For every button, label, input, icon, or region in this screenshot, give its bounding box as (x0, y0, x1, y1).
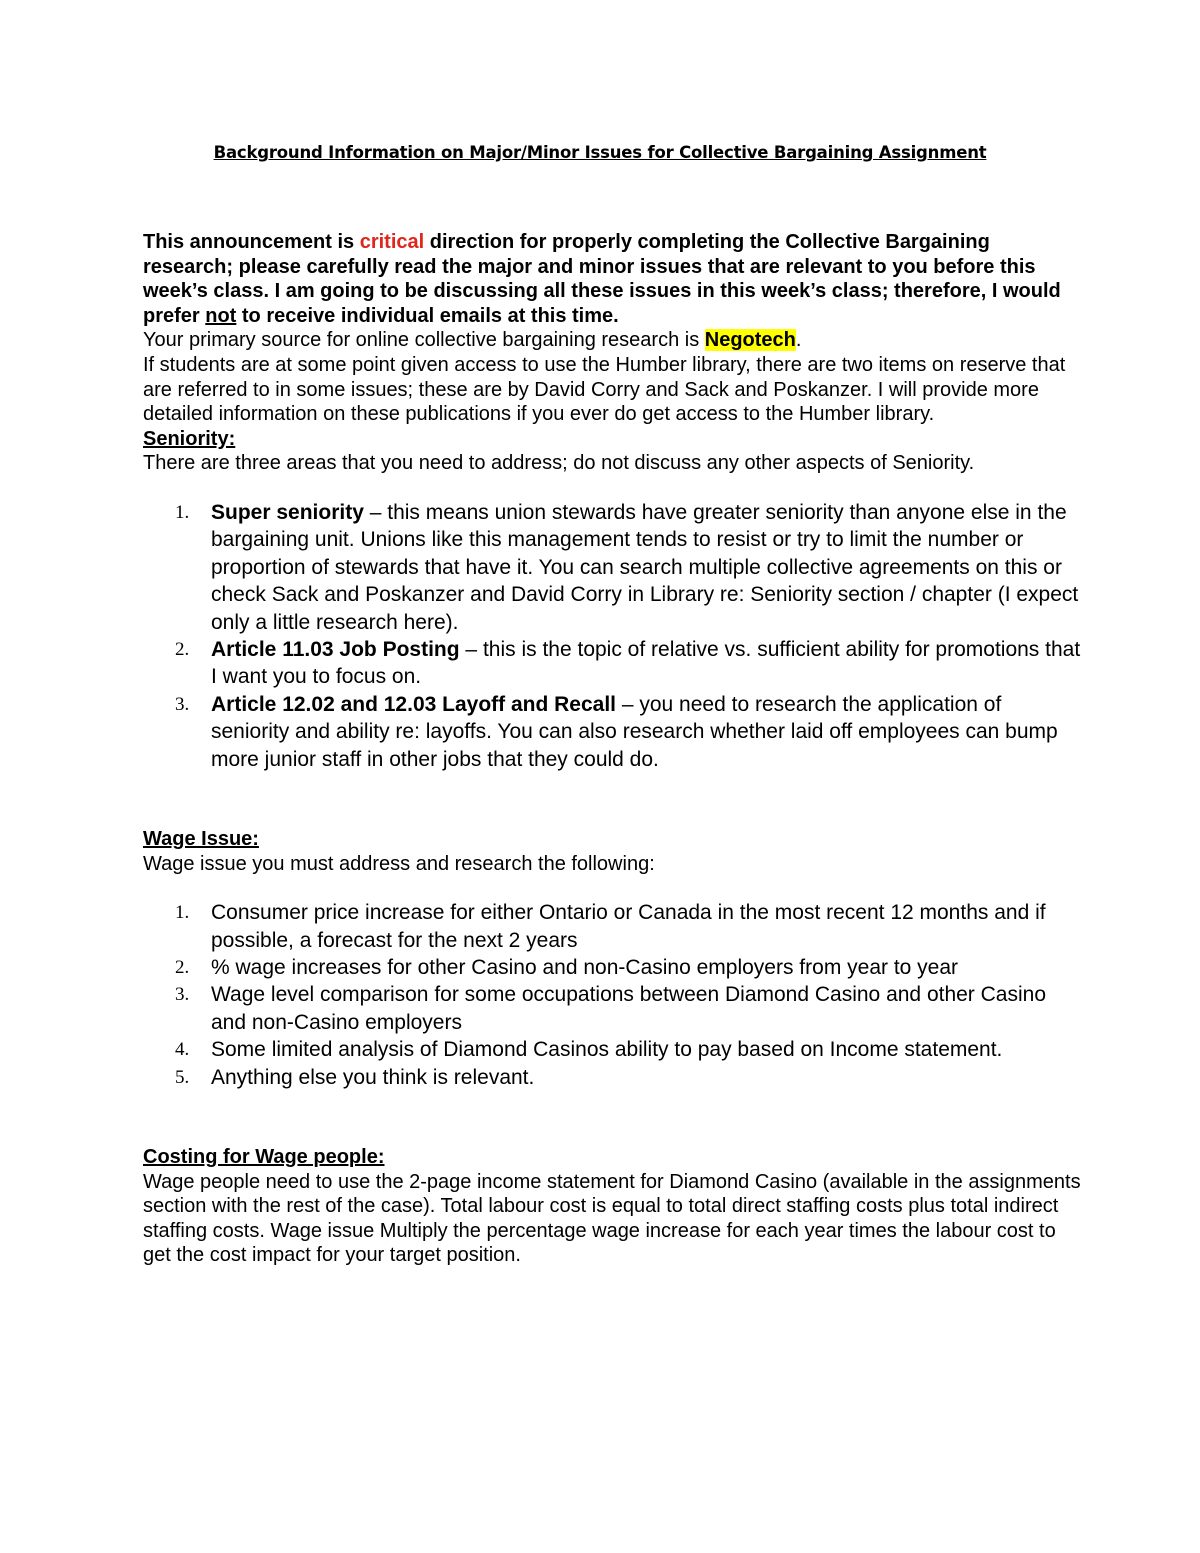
intro-part2: direction for properly completing the Collective Bargaining research; please carefully read the major and minor issues that are relevant to you before this week’s class. I am going to be discussing all these issues in this week’s class; therefore, I would prefer (143, 231, 1061, 327)
announcement-paragraph (143, 230, 1083, 328)
wage-list (143, 899, 1083, 1091)
list-number: 2. (175, 638, 190, 660)
item-text: – this means union stewards have greater seniority than anyone else in the bargaining unit. Unions like this management tends to resist or try to limit the number or proportion of stewards that have it. You can search multiple collective agreements on this or check Sack and Poskanzer and David Corry in Library re: Seniority section / chapter (I expect only a little research here). (211, 500, 1079, 634)
critical-word: critical (359, 231, 425, 253)
list-number: 3. (175, 693, 190, 715)
item-text: % wage increases for other Casino and non-Casino employers from year to year (211, 956, 959, 979)
intro-part3: to receive individual emails at this time. (236, 304, 619, 327)
list-number: 1. (175, 902, 190, 924)
document-body (143, 230, 1083, 1268)
seniority-list (143, 499, 1083, 773)
item-text: Wage level comparison for some occupations between Diamond Casino and other Casino and non-Casino employers (211, 983, 1047, 1034)
primary-source-end: . (795, 329, 802, 352)
item-bold: Article 12.02 and 12.03 Layoff and Recall (211, 692, 617, 716)
not-word: not (205, 304, 237, 327)
primary-source-text: Your primary source for online collective bargaining research is (143, 329, 705, 352)
list-number: 2. (175, 957, 190, 978)
list-number: 1. (175, 501, 190, 523)
negotech-highlight: Negotech (704, 329, 796, 352)
list-number: 5. (175, 1066, 190, 1088)
wage-intro: Wage issue you must address and research the following: (143, 852, 655, 875)
list-number: 4. (175, 1039, 190, 1061)
costing-heading: Costing for Wage people: (143, 1146, 385, 1169)
primary-source-paragraph (143, 328, 1083, 353)
list-item (143, 981, 1083, 1036)
list-item (143, 499, 1083, 636)
spacer (143, 773, 1083, 827)
list-item (143, 636, 1083, 691)
library-note: If students are at some point given access to use the Humber library, there are two items on reserve that are referred to in some issues; these are by David Corry and Sack and Poskanzer. I will provide more detailed information on these publications if you ever do get access to the Humber library. (143, 353, 1066, 426)
list-item (143, 954, 1083, 981)
list-item (143, 691, 1083, 773)
costing-text: Wage people need to use the 2-page income statement for Diamond Casino (available in the assignments section with the rest of the case). Total labour cost is equal to total direct staffing costs plus total indirect staffing costs. Wage issue Multiply the percentage wage increase for each year times the labour cost to get the cost impact for your target position. (143, 1170, 1081, 1267)
seniority-intro: There are three areas that you need to address; do not discuss any other aspects of Seniority. (143, 452, 975, 475)
item-bold: Article 11.03 Job Posting (211, 637, 460, 661)
seniority-heading: Seniority: (143, 427, 236, 450)
item-text: – you need to research the application of seniority and ability re: layoffs. You can also research whether laid off employees can bump more junior staff in other jobs that they could do. (211, 692, 1058, 771)
list-item (143, 1036, 1083, 1063)
item-text: Some limited analysis of Diamond Casinos ability to pay based on Income statement. (211, 1038, 1003, 1062)
list-item (143, 899, 1083, 954)
wage-heading: Wage Issue: (143, 828, 259, 850)
document-title: Background Information on Major/Minor Issues for Collective Bargaining Assignment (213, 143, 987, 162)
item-bold: Super seniority (211, 500, 364, 524)
item-text: Consumer price increase for either Ontario or Canada in the most recent 12 months and if possible, a forecast for the next 2 years (211, 901, 1046, 952)
item-text: – this is the topic of relative vs. sufficient ability for promotions that I want you to focus on. (211, 637, 1081, 689)
list-item (143, 1064, 1083, 1091)
item-text: Anything else you think is relevant. (211, 1065, 535, 1089)
spacer (143, 1091, 1083, 1145)
intro-part1: This announcement is (143, 231, 360, 253)
list-number: 3. (175, 984, 190, 1006)
